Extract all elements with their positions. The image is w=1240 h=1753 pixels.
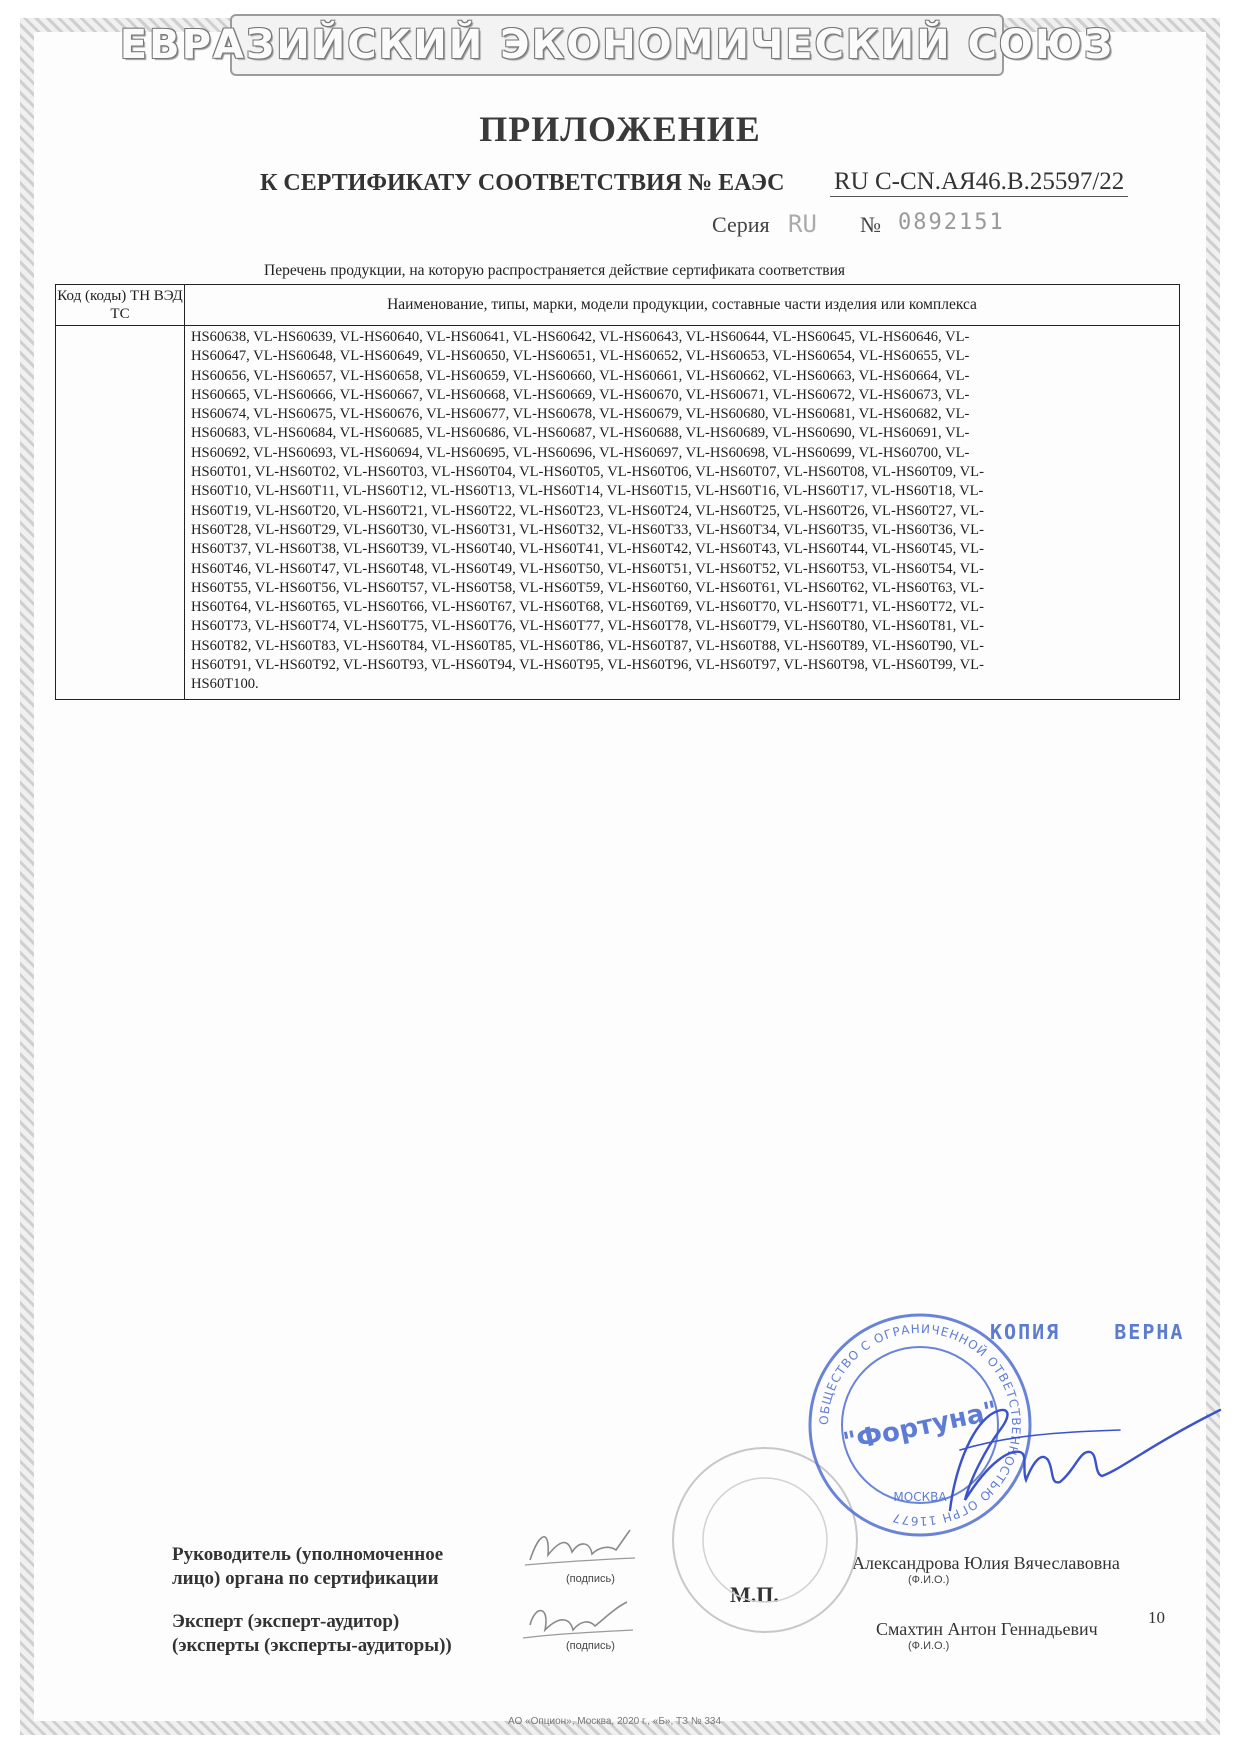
page-title: ПРИЛОЖЕНИЕ (479, 109, 761, 149)
head-name-caption: (Ф.И.О.) (908, 1574, 950, 1586)
head-label-line-2: лицо) органа по сертификации (172, 1568, 439, 1589)
model-line: HS60T55, VL-HS60T56, VL-HS60T57, VL-HS60T58, VL-HS60T59, VL-HS60T60, VL-HS60T61, VL-HS60T62, VL-HS60T63, VL- (191, 579, 984, 596)
code-cell (56, 326, 185, 700)
series-value: RU (788, 210, 817, 238)
stamp-bottom-text: МОСКВА (893, 1490, 947, 1504)
model-line: HS60T46, VL-HS60T47, VL-HS60T48, VL-HS60T49, VL-HS60T50, VL-HS60T51, VL-HS60T52, VL-HS60T53, VL-HS60T54, VL- (191, 560, 984, 577)
expert-label-line-2: (эксперты (эксперты-аудиторы)) (172, 1635, 452, 1656)
stamp-center-text: "Фортуна" (840, 1395, 1001, 1458)
head-sign-caption: (подпись) (566, 1573, 615, 1585)
number-label: № (860, 212, 881, 237)
expert-label (172, 1610, 452, 1658)
series-label: Серия (712, 212, 770, 237)
head-signature (520, 1520, 640, 1580)
copy-word-1: КОПИЯ (990, 1320, 1061, 1344)
page-number: 10 (1148, 1608, 1165, 1627)
model-line: HS60674, VL-HS60675, VL-HS60676, VL-HS60677, VL-HS60678, VL-HS60679, VL-HS60680, VL-HS60681, VL-HS60682, VL- (191, 406, 970, 423)
model-line: HS60T64, VL-HS60T65, VL-HS60T66, VL-HS60T67, VL-HS60T68, VL-HS60T69, VL-HS60T70, VL-HS60T71, VL-HS60T72, VL- (191, 599, 984, 616)
model-line: HS60T10, VL-HS60T11, VL-HS60T12, VL-HS60T13, VL-HS60T14, VL-HS60T15, VL-HS60T16, VL-HS60T17, VL-HS60T18, VL- (191, 483, 984, 500)
model-line: HS60T01, VL-HS60T02, VL-HS60T03, VL-HS60T04, VL-HS60T05, VL-HS60T06, VL-HS60T07, VL-HS60T08, VL-HS60T09, VL- (191, 464, 984, 481)
model-line: HS60638, VL-HS60639, VL-HS60640, VL-HS60641, VL-HS60642, VL-HS60643, VL-HS60644, VL-HS60645, VL-HS60646, VL- (191, 329, 970, 345)
header-name: Наименование, типы, марки, модели продукции, составные части изделия или комплекса (185, 285, 1180, 326)
model-line: HS60T73, VL-HS60T74, VL-HS60T75, VL-HS60T76, VL-HS60T77, VL-HS60T78, VL-HS60T79, VL-HS60T80, VL-HS60T81, VL- (191, 618, 984, 635)
model-line: HS60647, VL-HS60648, VL-HS60649, VL-HS60650, VL-HS60651, VL-HS60652, VL-HS60653, VL-HS60654, VL-HS60655, VL- (191, 348, 970, 365)
expert-sign-caption: (подпись) (566, 1640, 615, 1652)
table-header-row (56, 285, 1180, 326)
model-line: HS60T19, VL-HS60T20, VL-HS60T21, VL-HS60T22, VL-HS60T23, VL-HS60T24, VL-HS60T25, VL-HS60T26, VL-HS60T27, VL- (191, 502, 984, 519)
copy-word-2: ВЕРНА (1114, 1320, 1185, 1344)
union-banner: ЕВРАЗИЙСКИЙ ЭКОНОМИЧЕСКИЙ СОЮЗ (230, 14, 1004, 76)
product-table (55, 284, 1180, 700)
expert-signature (515, 1590, 635, 1650)
ink-signature (930, 1390, 1230, 1530)
expert-name-caption: (Ф.И.О.) (908, 1640, 950, 1652)
printer-note: АО «Опцион», Москва, 2020 г., «Б», ТЗ № 334 (508, 1716, 722, 1727)
expert-name: Смахтин Антон Геннадьевич (876, 1619, 1098, 1639)
certificate-number: RU C-CN.АЯ46.В.25597/22 (830, 168, 1128, 197)
model-line: HS60T37, VL-HS60T38, VL-HS60T39, VL-HS60T40, VL-HS60T41, VL-HS60T42, VL-HS60T43, VL-HS60T44, VL-HS60T45, VL- (191, 541, 984, 558)
expert-label-line-1: Эксперт (эксперт-аудитор) (172, 1611, 400, 1632)
header-code: Код (коды) ТН ВЭД ТС (56, 285, 185, 326)
head-label-line-1: Руководитель (уполномоченное (172, 1544, 444, 1565)
model-line: HS60T82, VL-HS60T83, VL-HS60T84, VL-HS60T85, VL-HS60T86, VL-HS60T87, VL-HS60T88, VL-HS60T89, VL-HS60T90, VL- (191, 637, 984, 654)
stamp-ring-text: ОБЩЕСТВО С ОГРАНИЧЕННОЙ ОТВЕТСТВЕННОСТЬЮ ОГРН 11677 (816, 1321, 1024, 1529)
models-cell (185, 326, 1180, 700)
list-caption: Перечень продукции, на которую распространяется действие сертификата соответствия (264, 262, 845, 279)
model-line: HS60656, VL-HS60657, VL-HS60658, VL-HS60659, VL-HS60660, VL-HS60661, VL-HS60662, VL-HS60663, VL-HS60664, VL- (191, 367, 970, 384)
model-line: HS60T91, VL-HS60T92, VL-HS60T93, VL-HS60T94, VL-HS60T95, VL-HS60T96, VL-HS60T97, VL-HS60T98, VL-HS60T99, VL- (191, 657, 984, 674)
head-label (172, 1543, 443, 1591)
certificate-subtitle: К СЕРТИФИКАТУ СООТВЕТСТВИЯ № ЕАЭС (260, 170, 785, 196)
model-line: HS60T28, VL-HS60T29, VL-HS60T30, VL-HS60T31, VL-HS60T32, VL-HS60T33, VL-HS60T34, VL-HS60T35, VL-HS60T36, VL- (191, 521, 984, 538)
form-number: 0892151 (898, 210, 1005, 235)
model-line: HS60692, VL-HS60693, VL-HS60694, VL-HS60695, VL-HS60696, VL-HS60697, VL-HS60698, VL-HS60699, VL-HS60700, VL- (191, 444, 970, 461)
head-name: Александрова Юлия Вячеславовна (852, 1553, 1120, 1573)
model-line: HS60T100. (191, 676, 259, 693)
seal-place-label: М.П. (730, 1582, 779, 1607)
model-line: HS60665, VL-HS60666, VL-HS60667, VL-HS60668, VL-HS60669, VL-HS60670, VL-HS60671, VL-HS60672, VL-HS60673, VL- (191, 386, 970, 403)
table-row (56, 326, 1180, 700)
model-line: HS60683, VL-HS60684, VL-HS60685, VL-HS60686, VL-HS60687, VL-HS60688, VL-HS60689, VL-HS60690, VL-HS60691, VL- (191, 425, 970, 442)
